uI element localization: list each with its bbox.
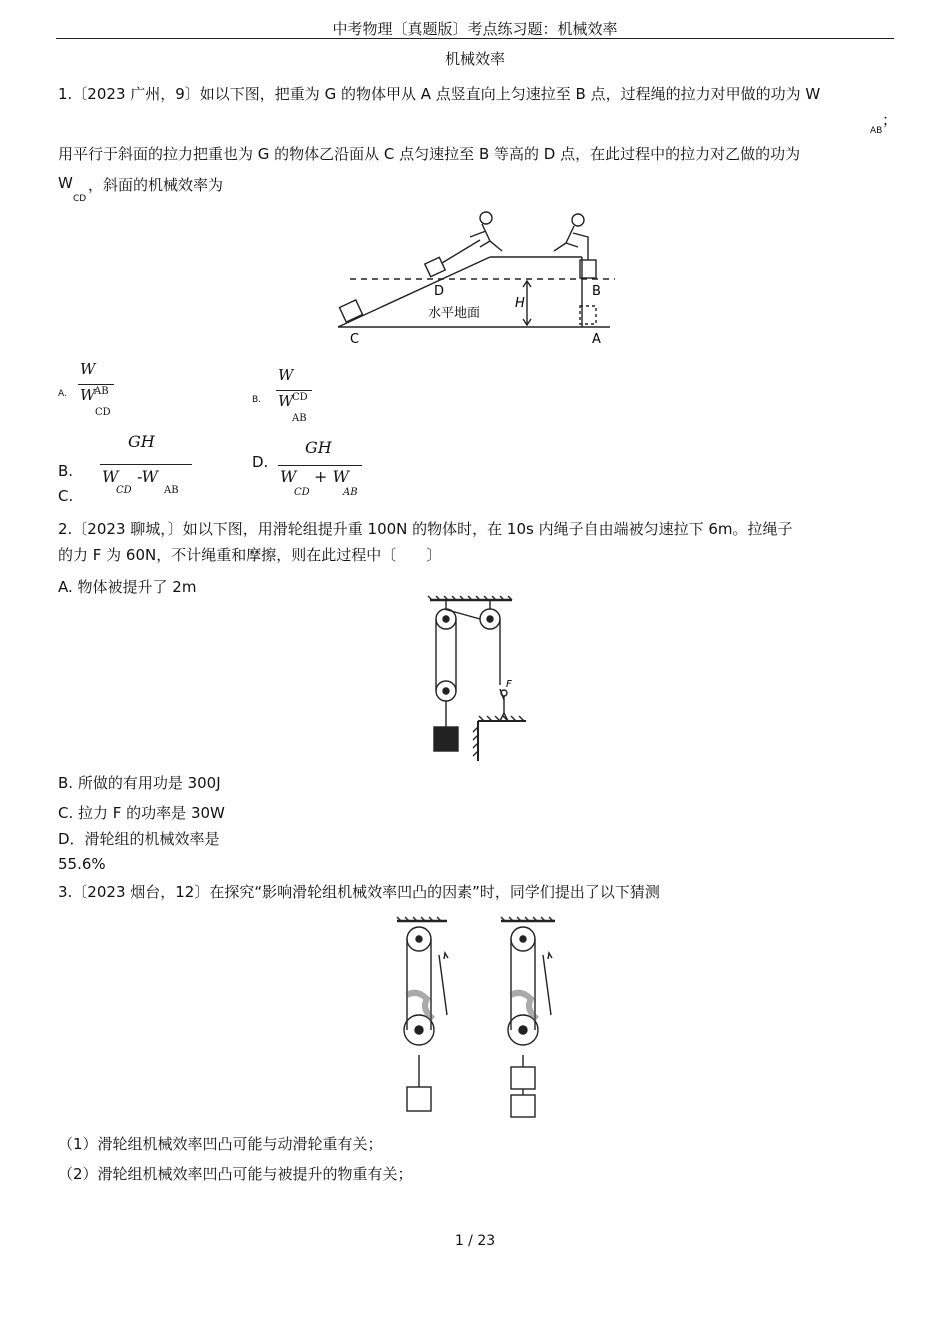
q1-line3-sub: CD <box>73 194 87 204</box>
q2-optB: B. 所做的有用功是 300J <box>58 774 221 792</box>
q2-optD-value: 55.6% <box>58 855 106 873</box>
q1-optA-den: W <box>80 386 96 404</box>
q2-optD: D．滑轮组的机械效率是 <box>58 830 220 848</box>
q1-optB-s2: AB <box>164 485 179 496</box>
header-rule <box>56 38 894 39</box>
q1-semicolon: ； <box>882 111 898 129</box>
q1-optD-w1: W <box>280 467 297 486</box>
q1-point-c: C <box>350 332 360 347</box>
q1-optA-num: W <box>80 360 96 378</box>
q1-optD-fraction-line <box>278 465 362 466</box>
q1-sub-ab: AB <box>870 126 883 136</box>
q1-optB-small-den-sup: CD <box>292 392 308 403</box>
q1-optD-num: GH <box>305 438 332 457</box>
section-title: 机械效率 <box>444 50 505 68</box>
q1-optA-label: A. <box>58 389 67 399</box>
q1-optB-s1: CD <box>116 485 132 496</box>
q1-optD-s2: AB <box>343 487 358 498</box>
q2-optA: A. 物体被提升了 2m <box>58 578 197 596</box>
q1-optA-fraction-line <box>78 384 114 385</box>
q1-point-b: B <box>592 284 601 299</box>
page-number: 1 / 23 <box>454 1233 496 1249</box>
q1-point-a: A <box>592 332 601 347</box>
q1-optB-op: -W <box>137 467 158 486</box>
q1-line3-rest: ，斜面的机械效率为 <box>88 176 224 194</box>
q2-line2: 的力 F 为 60N，不计绳重和摩擦，则在此过程中〔 〕 <box>58 546 442 564</box>
q1-optD-op: + W <box>314 467 349 486</box>
q1-ground-label: 水平地面 <box>428 306 481 321</box>
q1-optA-den-sup: AB <box>94 386 109 397</box>
q1-optB-small-den-sub: AB <box>292 413 307 424</box>
q1-optB-num: GH <box>128 432 155 451</box>
q1-line1: 1.〔2023 广州，9〕如以下图，把重为 G 的物体甲从 A 点竖直向上匀速拉至 B 点，过程绳的拉力对甲做的功为 W <box>58 85 821 103</box>
q3-line1: 3.〔2023 烟台，12〕在探究“影响滑轮组机械效率凹凸的因素”时，同学们提出了以下猜测 <box>58 883 660 901</box>
q1-optB-label: B. <box>58 462 74 480</box>
q1-optA-den-sub: CD <box>95 407 111 418</box>
q1-optB-fraction-line <box>100 464 192 465</box>
q3-pulley-figure <box>385 915 565 1120</box>
q1-optD-s1: CD <box>294 487 310 498</box>
q1-optD-label: D. <box>252 453 269 471</box>
q1-point-d: D <box>434 284 445 299</box>
q1-height-label: H <box>515 296 525 311</box>
q1-line2: 用平行于斜面的拉力把重也为 G 的物体乙沿面从 C 点匀速拉至 B 等高的 D 点，在此过程中的拉力对乙做的功为 <box>58 145 801 163</box>
q1-optB-small-num: W <box>278 366 294 384</box>
q1-optB-w1: W <box>102 467 119 486</box>
q2-pulley-figure <box>420 595 530 765</box>
q2-force-label: F <box>506 679 512 690</box>
q2-optC: C. 拉力 F 的功率是 30W <box>58 804 225 822</box>
q2-line1: 2.〔2023 聊城，〕如以下图，用滑轮组提升重 100N 的物体时，在 10s 内绳子自由端被匀速拉下 6m。拉绳子 <box>58 520 793 538</box>
q1-optB-small-den: W <box>278 392 294 410</box>
q3-item2: （2）滑轮组机械效率凹凸可能与被提升的物重有关； <box>58 1165 413 1183</box>
q1-optB-small-label: B. <box>252 395 262 405</box>
q1-incline-figure <box>330 205 620 350</box>
q1-line3-w: W <box>58 174 73 192</box>
q3-item1: （1）滑轮组机械效率凹凸可能与动滑轮重有关； <box>58 1135 383 1153</box>
q1-optB-small-fraction-line <box>276 390 312 391</box>
q1-optC-label: C. <box>58 487 74 505</box>
page-header-title: 中考物理〔真题版〕考点练习题：机械效率 <box>332 20 618 38</box>
